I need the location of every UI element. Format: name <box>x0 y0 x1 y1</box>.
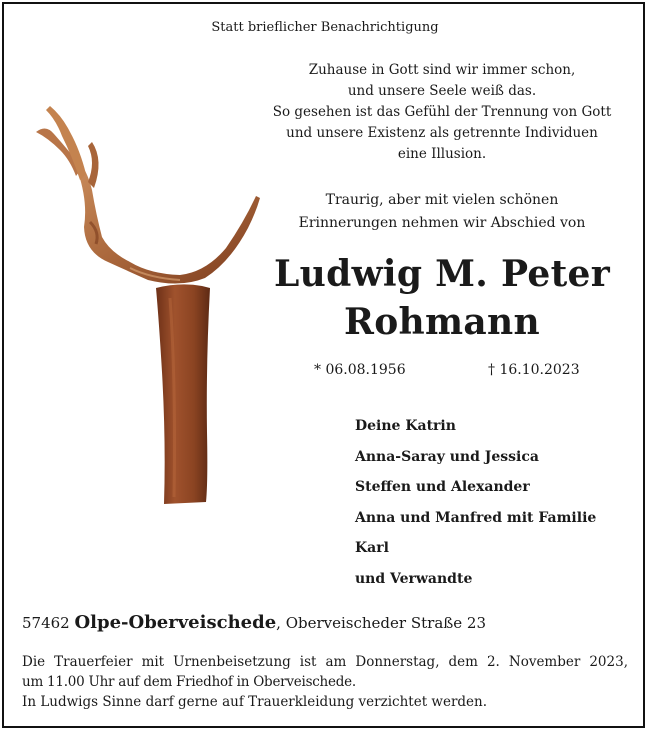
poem-line: eine Illusion. <box>397 146 487 162</box>
branch-shape <box>78 166 260 284</box>
mourner: Anna und Manfred mit Familie <box>355 509 597 526</box>
address <box>22 612 486 633</box>
intro-line: Traurig, aber mit vielen schönen <box>325 192 559 208</box>
mourners-list <box>355 411 635 594</box>
ceremony-info-line: Die Trauerfeier mit Urnenbeisetzung ist am Donnerstag, dem 2. November 2023, <box>22 654 628 670</box>
death-date: † 16.10.2023 <box>488 362 580 378</box>
mourner: und Verwandte <box>355 570 473 587</box>
deceased-name-line2: Rohmann <box>344 301 540 343</box>
poem-line: So gesehen ist das Gefühl der Trennung von Gott <box>272 104 612 120</box>
poem-line: und unsere Existenz als getrennte Individuen <box>286 125 598 141</box>
trunk-shape <box>156 284 210 504</box>
mourner: Anna-Saray und Jessica <box>355 448 539 465</box>
poem-line: Zuhause in Gott sind wir immer schon, <box>308 62 576 78</box>
wood-sculpture-image <box>30 102 265 512</box>
postal-code: 57462 <box>22 614 70 632</box>
branch-prong-shape <box>88 142 99 188</box>
ceremony-info <box>22 652 628 712</box>
mourner: Steffen und Alexander <box>355 479 530 495</box>
intro-line: Erinnerungen nehmen wir Abschied von <box>298 215 586 231</box>
notice-header: Statt brieflicher Benachrichtigung <box>211 20 439 35</box>
farewell-intro <box>262 189 622 235</box>
deceased-name-line1: Ludwig M. Peter <box>274 253 610 295</box>
ceremony-info-line: um 11.00 Uhr auf dem Friedhof in Oberveischede. <box>22 674 356 690</box>
poem-line: und unsere Seele weiß das. <box>347 83 537 99</box>
birth-date: * 06.08.1956 <box>314 362 406 378</box>
street: , Oberveischeder Straße 23 <box>276 614 487 632</box>
deceased-name <box>262 250 622 346</box>
ceremony-info-line: In Ludwigs Sinne darf gerne auf Trauerkleidung verzichtet werden. <box>22 694 488 710</box>
mourner: Deine Katrin <box>355 418 456 434</box>
city: Olpe-Oberveischede <box>74 612 277 633</box>
mourner: Karl <box>355 540 389 556</box>
branch-prong-shape <box>46 106 86 180</box>
poem <box>262 60 622 165</box>
